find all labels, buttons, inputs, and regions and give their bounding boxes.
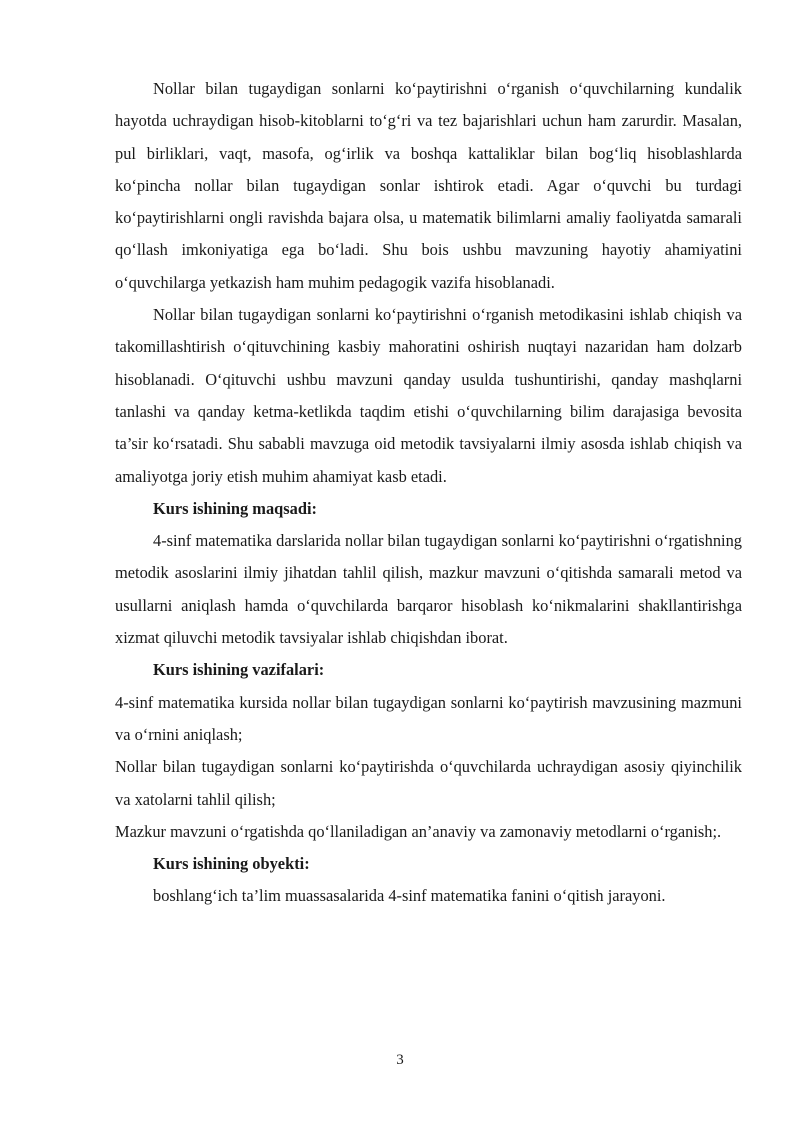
- goal-heading: Kurs ishining maqsadi:: [153, 498, 317, 518]
- task-item-1: 4-sinf matematika kursida nollar bilan tugaydigan sonlarni ko‘paytirish mavzusining mazmuni va o‘rnini aniqlash;: [115, 692, 742, 744]
- task-item-3: Mazkur mavzuni o‘rgatishda qo‘llaniladigan an’anaviy va zamonaviy metodlarni o‘rganish;.: [115, 821, 722, 841]
- object-heading: Kurs ishining obyekti:: [153, 854, 310, 874]
- goal-text: 4-sinf matematika darslarida nollar bilan tugaydigan sonlarni ko‘paytirishni o‘rgatishning metodik asoslarini ilmiy jihatdan tahlil qilish, mazkur mavzuni o‘qitishda samarali metod va usullarni aniqlash hamda o‘quvchilarda barqaror hisoblash ko‘nikmalarini shakllantirishga xizmat qiluvchi metodik tavsiyalar ishlab chiqishdan iborat.: [115, 531, 742, 648]
- paragraph-relevance-2: Nollar bilan tugaydigan sonlarni ko‘paytirishni o‘rganish metodikasini ishlab chiqish va takomillashtirish o‘qituvchining kasbiy mahoratini oshirish nuqtayi nazaridan ham dolzarb hisoblanadi. O‘qituvchi ushbu mavzuni qanday usulda tushuntirishi, qanday mashqlarni tanlashi va qanday ketma-ketlikda taqdim etishi o‘quvchilarning bilim darajasiga bevosita ta’sir ko‘rsatadi. Shu sababli mavzuga oid metodik tavsiyalarni ilmiy asosda ishlab chiqish va amaliyotga joriy etish muhim ahamiyat kasb etadi.: [115, 305, 742, 486]
- page-number: 3: [396, 1052, 404, 1068]
- task-item-2: Nollar bilan tugaydigan sonlarni ko‘paytirishda o‘quvchilarda uchraydigan asosiy qiyinchilik va xatolarni tahlil qilish;: [115, 757, 742, 809]
- document-page: [115, 73, 742, 913]
- paragraph-relevance-1: Nollar bilan tugaydigan sonlarni ko‘paytirishni o‘rganish o‘quvchilarning kundalik hayotda uchraydigan hisob-kitoblarni to‘g‘ri va tez bajarishlari uchun ham zarurdir. Masalan, pul birliklari, vaqt, masofa, og‘irlik va boshqa kattaliklar bilan bog‘liq hisoblashlarda ko‘pincha nollar bilan tugaydigan sonlar ishtirok etadi. Agar o‘quvchi bu turdagi ko‘paytirishlarni ongli ravishda bajara olsa, u matematik bilimlarni amaliy faoliyatda samarali qo‘llash imkoniyatiga ega bo‘ladi. Shu bois ushbu mavzuning hayotiy ahamiyatini o‘quvchilarga yetkazish ham muhim pedagogik vazifa hisoblanadi.: [115, 79, 742, 292]
- tasks-heading: Kurs ishining vazifalari:: [153, 660, 325, 680]
- object-text: boshlang‘ich ta’lim muassasalarida 4-sinf matematika fanini o‘qitish jarayoni.: [153, 886, 666, 906]
